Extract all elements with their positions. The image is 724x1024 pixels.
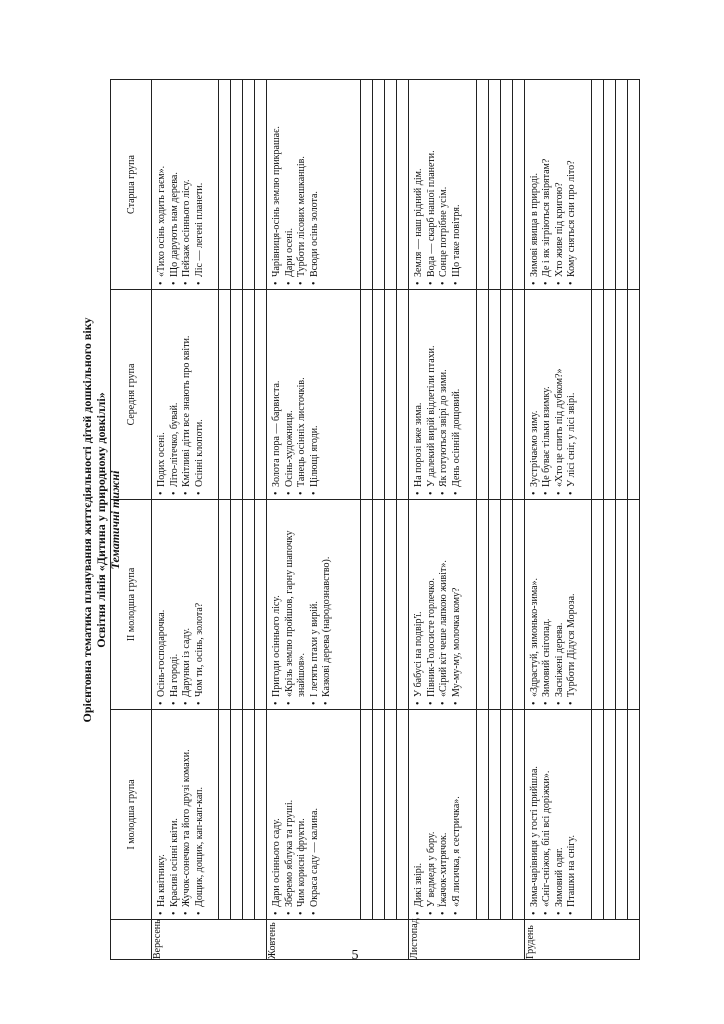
topic-item: • «Хто це спить під дубком?» [554,293,567,495]
ruled-lines [591,290,639,499]
topics-cell [524,290,639,500]
topics-cell [267,290,409,500]
ruled-line [627,290,639,499]
ruled-line [615,500,627,709]
theme-table [110,79,640,960]
ruled-line [500,290,512,499]
topic-item: • «Тихо осінь ходить гаєм». [156,83,169,285]
topic-item: • Хто живе під кригою? [554,83,567,285]
topic-item: • Дарунки із саду. [181,503,194,705]
ruled-line [242,500,254,709]
ruled-line [500,710,512,919]
topic-list [525,80,579,289]
topic-item: • Осінні клопоти. [194,293,207,495]
topic-item: • Зимовий одяг. [554,713,567,915]
ruled-line [476,500,488,709]
topic-item: • Зимові явища в природі. [529,83,542,285]
header-group-2: ІІ молодша група [111,500,152,710]
ruled-line [500,80,512,289]
topic-item: • Окраса саду — калина. [309,713,322,915]
ruled-line [242,710,254,919]
ruled-line [627,500,639,709]
topic-item: • Му-му-му, молочка кому? [451,503,464,705]
ruled-line [627,710,639,919]
topic-item: • Жучок-сонечко та його друзі комахи. [181,713,194,915]
ruled-line [384,290,396,499]
topic-item: • Турботи лісових мешканців. [296,83,309,285]
ruled-lines [591,500,639,709]
topic-item: • День осінній дощовий. [451,293,464,495]
ruled-line [384,500,396,709]
header-group-4: Старша група [111,80,152,290]
ruled-line [230,290,242,499]
topic-item: • У ведмедя у бору. [426,713,439,915]
topic-item: • Кмітливі діти все знають про квіти. [181,293,194,495]
ruled-line [372,80,384,289]
topic-item: • «Здрастуй, зимонько-зима». [529,503,542,705]
topic-list [152,500,206,709]
page-subtitle: Освітня лінія «Дитина у природному довкіллі» [94,392,108,648]
ruled-lines [476,290,524,499]
ruled-line [488,500,500,709]
ruled-lines [476,500,524,709]
ruled-lines [218,80,266,289]
topic-item: • Турботи Дідуся Мороза. [566,503,579,705]
ruled-line [360,500,372,709]
topic-list [267,500,334,709]
topic-item: • Чим корисні фрукти. [296,713,309,915]
topics-cell [152,80,267,290]
header-month [111,920,152,960]
topic-item: • Земля — наш рідний дім. [413,83,426,285]
topic-list [267,80,321,289]
ruled-line [500,500,512,709]
ruled-line [218,80,230,289]
topic-item: • Пригоди осіннього лісу. [271,503,284,705]
table-header-row [111,80,152,960]
topic-item: • Як готуються звірі до зими. [438,293,451,495]
topic-list [525,710,579,919]
ruled-lines [360,500,408,709]
topic-item: • Всюди осінь золота. [309,83,322,285]
topic-list [267,710,321,919]
table-row [267,80,409,960]
ruled-line [372,500,384,709]
topic-item: • «Сніг-сніжок, білі всі доріжки». [541,713,554,915]
topic-item: • Осінь-господарочка. [156,503,169,705]
topic-item: • Засніжені дерева. [554,503,567,705]
ruled-line [591,500,603,709]
topics-cell [409,500,524,710]
table-row [409,80,524,960]
topic-item: • Літо-літечко, бувай. [169,293,182,495]
ruled-line [615,290,627,499]
ruled-lines [360,80,408,289]
ruled-lines [476,710,524,919]
topic-item: • У далекий вирій відлетіли птахи. [426,293,439,495]
topic-item: • Казкові дерева (народознавство). [321,503,334,705]
topic-item: • Подих осені. [156,293,169,495]
ruled-line [384,80,396,289]
topic-item: • «Крізь землю пройшов, гарну шапочку знайшов». [284,503,309,705]
ruled-line [396,500,408,709]
ruled-line [218,710,230,919]
ruled-line [230,710,242,919]
ruled-line [242,290,254,499]
topic-item: • Красиві осінні квіти. [169,713,182,915]
topic-list [525,290,579,499]
month-cell: Грудень [524,920,639,960]
topic-list [152,290,206,499]
topic-list [409,500,463,709]
topic-item: • Де і як зігріються звірятам? [541,83,554,285]
month-cell: Жовтень [267,920,409,960]
ruled-line [488,80,500,289]
topic-item: • Що таке повітря. [451,83,464,285]
topic-item: • Що дарують нам дерева. [169,83,182,285]
ruled-lines [360,710,408,919]
topic-item: • На городі. [169,503,182,705]
ruled-line [254,80,266,289]
page-caption: Тематичні тижні [108,470,122,570]
topics-cell [524,500,639,710]
topic-item: • Півник-Голосисте горлечко. [426,503,439,705]
topics-cell [152,500,267,710]
ruled-lines [360,290,408,499]
topics-cell [409,80,524,290]
topic-item: • Пташки на снігу. [566,713,579,915]
ruled-line [476,290,488,499]
topic-item: • У лісі сніг, у лісі звірі. [566,293,579,495]
topic-list [409,80,463,289]
ruled-lines [476,80,524,289]
ruled-line [218,500,230,709]
ruled-line [512,290,524,499]
ruled-line [603,710,615,919]
topic-item: • Золота пора — барвиста. [271,293,284,495]
ruled-line [254,710,266,919]
ruled-line [488,710,500,919]
topic-item: • Зберемо яблука та груші. [284,713,297,915]
ruled-line [218,290,230,499]
ruled-line [254,500,266,709]
month-cell: Вересень [152,920,267,960]
ruled-line [488,290,500,499]
topic-item: • «Я лисичка, я сестричка». [451,713,464,915]
topic-item: • Осінь-художниця. [284,293,297,495]
ruled-line [360,290,372,499]
ruled-line [396,80,408,289]
topic-list [409,290,463,499]
ruled-line [603,80,615,289]
ruled-line [615,80,627,289]
topic-item: • Це буває тільки взимку. [541,293,554,495]
topic-item: • Їжачок-хитрячок. [438,713,451,915]
ruled-lines [591,710,639,919]
topic-item: • Вода — скарб нашої планети. [426,83,439,285]
ruled-line [603,500,615,709]
topics-cell [409,710,524,920]
topic-item: • Пейзаж осіннього лісу. [181,83,194,285]
topic-item: • Зима-чарівниця у гості прийшла. [529,713,542,915]
ruled-line [230,80,242,289]
topic-list [152,710,206,919]
topic-item: • На квітнику. [156,713,169,915]
ruled-lines [218,500,266,709]
topics-cell [409,290,524,500]
topic-list [409,710,463,919]
ruled-line [603,290,615,499]
ruled-line [476,710,488,919]
ruled-line [627,80,639,289]
ruled-line [476,80,488,289]
topic-item: • Чом ти, осінь, золота? [194,503,207,705]
ruled-line [384,710,396,919]
topic-item: • Цілющі ягоди. [309,293,322,495]
topics-cell [524,710,639,920]
ruled-line [512,80,524,289]
ruled-line [396,710,408,919]
topic-list [525,500,579,709]
ruled-line [615,710,627,919]
topic-list [152,80,206,289]
ruled-line [372,710,384,919]
table-row [152,80,267,960]
topics-cell [152,290,267,500]
ruled-line [512,500,524,709]
rotated-page [80,80,640,960]
ruled-line [230,500,242,709]
ruled-line [396,290,408,499]
ruled-line [591,80,603,289]
header-group-3: Середня група [111,290,152,500]
header-group-1: І молодша група [111,710,152,920]
topics-cell [267,710,409,920]
topic-item: • Дощик, дощик, кап-кап-кап. [194,713,207,915]
ruled-lines [591,80,639,289]
page-title: Орієнтовна тематика планування життєдіяльності дітей дошкільного віку [80,317,94,723]
topic-item: • На порозі вже зима. [413,293,426,495]
topic-item: • Зимовий снігопад. [541,503,554,705]
ruled-line [591,290,603,499]
topics-cell [152,710,267,920]
topics-cell [524,80,639,290]
ruled-line [242,80,254,289]
topic-item: • У бабусі на подвір'ї. [413,503,426,705]
topic-item: • Зустрічаємо зиму. [529,293,542,495]
page-number: 5 [351,948,359,963]
ruled-line [254,290,266,499]
ruled-lines [218,710,266,919]
topic-item: • Кому сняться сни про літо? [566,83,579,285]
topic-item: • Чарівниця-осінь землю прикрашає. [271,83,284,285]
topic-item: • І летять птахи у вирій. [309,503,322,705]
topic-list [267,290,321,499]
ruled-lines [218,290,266,499]
ruled-line [360,710,372,919]
topics-cell [267,80,409,290]
topic-item: • Ліс — легені планети. [194,83,207,285]
topics-cell [267,500,409,710]
topic-item: • Танець осінніх листочків. [296,293,309,495]
topic-item: • «Сірий кіт чеше лапкою живіт». [438,503,451,705]
ruled-line [372,290,384,499]
ruled-line [360,80,372,289]
ruled-line [591,710,603,919]
topic-item: • Сонце потрібне усім. [438,83,451,285]
topic-item: • Дари осені. [284,83,297,285]
table-row [524,80,639,960]
topic-item: • Дари осіннього саду. [271,713,284,915]
ruled-line [512,710,524,919]
topic-item: • Дикі звірі. [413,713,426,915]
month-cell: Листопад [409,920,524,960]
